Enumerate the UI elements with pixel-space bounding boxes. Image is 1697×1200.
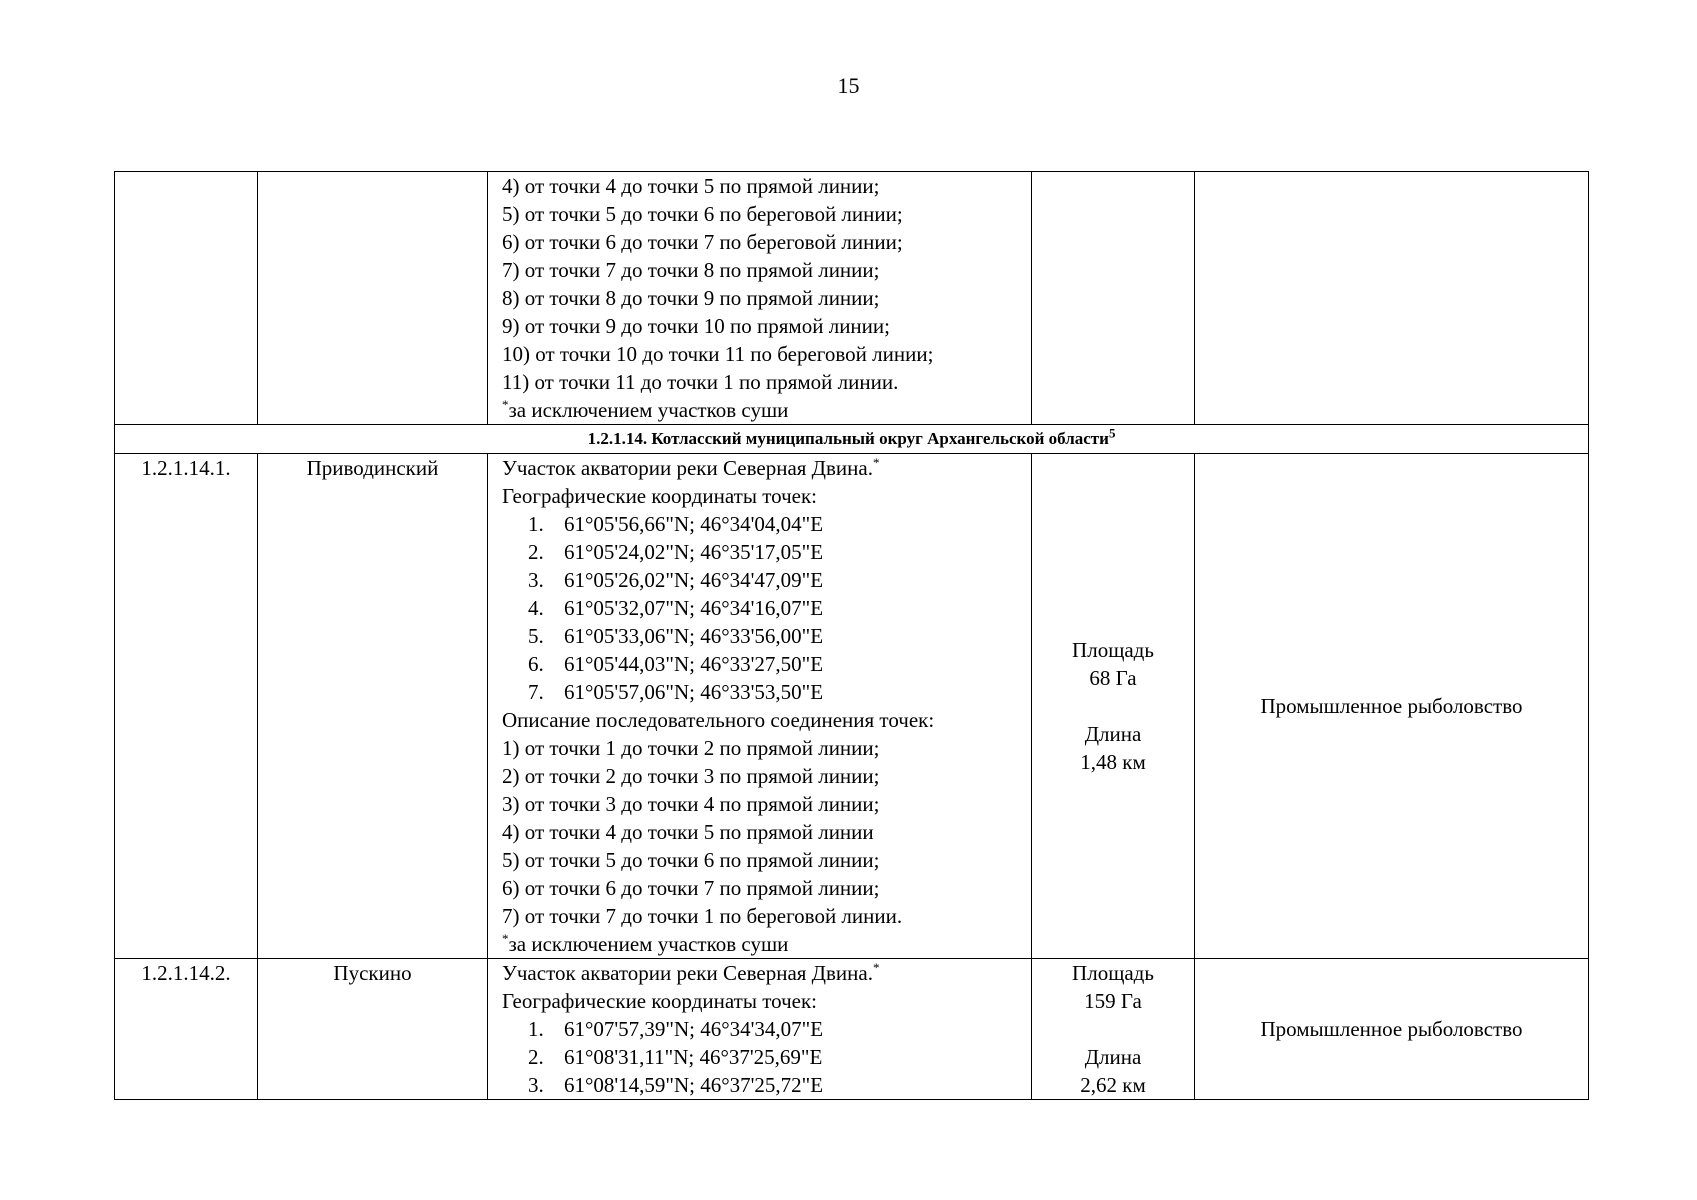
coordinate-value: 61°05'24,02"N; 46°35'17,05"E	[564, 540, 824, 564]
footnote-text: за исключением участков суши	[508, 932, 789, 956]
length-label: Длина	[1084, 722, 1142, 746]
area-label: Площадь	[1072, 961, 1154, 985]
table-row	[115, 454, 1589, 959]
coordinate-item	[502, 650, 1025, 678]
coordinate-index: 3.	[528, 1073, 544, 1097]
row-number: 1.2.1.14.1.	[115, 454, 258, 959]
cell-name-empty	[258, 172, 488, 425]
continuation-description	[488, 172, 1032, 425]
connection-line: 8) от точки 8 до точки 9 по прямой линии;	[502, 286, 880, 310]
length-value: 1,48 км	[1080, 750, 1146, 774]
coordinate-value: 61°08'14,59"N; 46°37'25,72"E	[564, 1073, 824, 1097]
coordinate-index: 2.	[528, 540, 544, 564]
coordinate-value: 61°05'33,06"N; 46°33'56,00"E	[564, 624, 824, 648]
connection-line: 11) от точки 11 до точки 1 по прямой линии.	[502, 370, 899, 394]
area-value: 68 Га	[1089, 666, 1137, 690]
connection-line: 7) от точки 7 до точки 1 по береговой линии.	[502, 904, 903, 928]
area-label: Площадь	[1072, 638, 1154, 662]
coordinate-index: 4.	[528, 596, 544, 620]
region-title	[115, 425, 1589, 454]
coordinate-index: 1.	[528, 1017, 544, 1041]
cell-purpose-empty	[1195, 172, 1589, 425]
connection-line: 6) от точки 6 до точки 7 по береговой линии;	[502, 230, 903, 254]
coordinate-index: 2.	[528, 1045, 544, 1069]
coordinate-item	[502, 1043, 1025, 1071]
area-size	[1032, 454, 1195, 959]
area-purpose: Промышленное рыболовство	[1195, 959, 1589, 1100]
area-name: Пускино	[258, 959, 488, 1100]
area-purpose: Промышленное рыболовство	[1195, 454, 1589, 959]
coordinate-value: 61°08'31,11"N; 46°37'25,69"E	[564, 1045, 823, 1069]
connection-line: 4) от точки 4 до точки 5 по прямой линии;	[502, 174, 880, 198]
coordinate-value: 61°05'44,03"N; 46°33'27,50"E	[564, 652, 824, 676]
connection-line: 6) от точки 6 до точки 7 по прямой линии;	[502, 876, 880, 900]
connection-line: 5) от точки 5 до точки 6 по прямой линии;	[502, 848, 880, 872]
area-description	[488, 959, 1032, 1100]
area-intro	[502, 959, 1025, 987]
land-exclusion-note	[502, 930, 1025, 958]
page-number: 15	[837, 73, 860, 98]
land-exclusion-note	[502, 396, 1025, 424]
coordinate-index: 1.	[528, 512, 544, 536]
coordinate-index: 6.	[528, 652, 544, 676]
connection-line: 10) от точки 10 до точки 11 по береговой линии;	[502, 342, 934, 366]
connection-line: 3) от точки 3 до точки 4 по прямой линии;	[502, 792, 880, 816]
region-header-row	[115, 425, 1589, 454]
coordinate-item	[502, 1071, 1025, 1099]
coordinate-value: 61°05'32,07"N; 46°34'16,07"E	[564, 596, 824, 620]
connection-line: 9) от точки 9 до точки 10 по прямой линии;	[502, 314, 890, 338]
region-title-text: 1.2.1.14. Котласский муниципальный округ Архангельской области	[587, 429, 1109, 448]
coordinate-index: 3.	[528, 568, 544, 592]
coordinate-item	[502, 1015, 1025, 1043]
table-row	[115, 959, 1589, 1100]
coordinate-item	[502, 622, 1025, 650]
connection-line: 2) от точки 2 до точки 3 по прямой линии;	[502, 764, 880, 788]
coordinate-index: 5.	[528, 624, 544, 648]
region-footnote: 5	[1108, 425, 1116, 441]
cell-size-empty	[1032, 172, 1195, 425]
area-value: 159 Га	[1084, 989, 1142, 1013]
continuation-row	[115, 172, 1589, 425]
footnote-mark: *	[502, 397, 509, 412]
connection-line: 7) от точки 7 до точки 8 по прямой линии;	[502, 258, 880, 282]
cell-number-empty	[115, 172, 258, 425]
coordinate-item	[502, 678, 1025, 706]
area-description	[488, 454, 1032, 959]
area-name: Приводинский	[258, 454, 488, 959]
area-intro-text: Участок акватории реки Северная Двина.	[502, 456, 873, 480]
coordinate-value: 61°05'57,06"N; 46°33'53,50"E	[564, 680, 824, 704]
length-label: Длина	[1084, 1045, 1142, 1069]
coordinate-value: 61°05'26,02"N; 46°34'47,09"E	[564, 568, 824, 592]
connection-line: 5) от точки 5 до точки 6 по береговой линии;	[502, 202, 903, 226]
coordinate-item	[502, 510, 1025, 538]
fishing-areas-table	[114, 171, 1589, 1100]
area-intro-text: Участок акватории реки Северная Двина.	[502, 961, 873, 985]
area-intro	[502, 454, 1025, 482]
coordinate-index: 7.	[528, 680, 544, 704]
length-value: 2,62 км	[1080, 1073, 1146, 1097]
coordinate-item	[502, 594, 1025, 622]
connection-header: Описание последовательного соединения точек:	[502, 708, 935, 732]
coordinate-item	[502, 538, 1025, 566]
area-size	[1032, 959, 1195, 1100]
coords-header: Географические координаты точек:	[502, 989, 817, 1013]
footnote-mark: *	[502, 931, 509, 946]
footnote-mark: *	[872, 455, 880, 470]
footnote-mark: *	[872, 960, 880, 975]
coordinate-item	[502, 566, 1025, 594]
coordinate-value: 61°07'57,39"N; 46°34'34,07"E	[564, 1017, 824, 1041]
connection-line: 4) от точки 4 до точки 5 по прямой линии	[502, 820, 874, 844]
coords-header: Географические координаты точек:	[502, 484, 817, 508]
connection-line: 1) от точки 1 до точки 2 по прямой линии;	[502, 736, 880, 760]
row-number: 1.2.1.14.2.	[115, 959, 258, 1100]
footnote-text: за исключением участков суши	[508, 398, 789, 422]
coordinate-value: 61°05'56,66"N; 46°34'04,04"E	[564, 512, 824, 536]
